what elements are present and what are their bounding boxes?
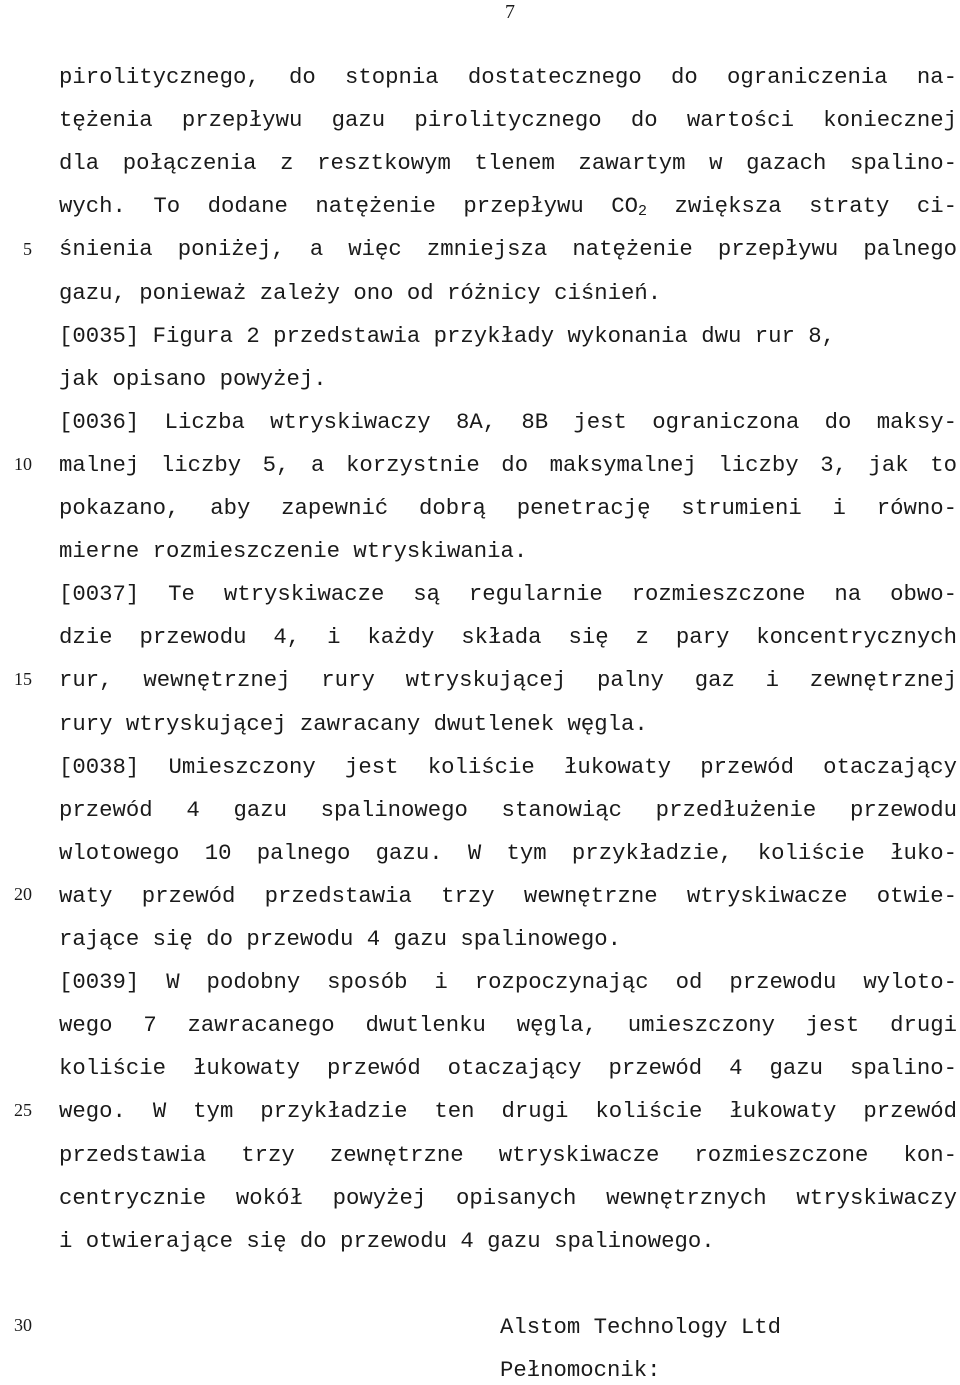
text-line: wego. W tym przykładzie ten drugi koliście łukowaty przewód <box>59 1098 957 1125</box>
text-line: śnienia poniżej, a więc zmniejsza natężenie przepływu palnego <box>59 236 957 263</box>
text-line: jak opisano powyżej. <box>59 365 327 392</box>
text-line: i otwierające się do przewodu 4 gazu spalinowego. <box>59 1227 715 1254</box>
line-number: 10 <box>14 454 32 474</box>
text-line: pirolitycznego, do stopnia dostatecznego do ograniczenia na- <box>59 64 957 90</box>
line-number: 30 <box>14 1315 32 1335</box>
text-line: przedstawia trzy zewnętrzne wtryskiwacze rozmieszczone kon- <box>59 1141 957 1168</box>
line-number: 25 <box>14 1100 32 1120</box>
line-number: 5 <box>23 239 32 259</box>
text-segment: wych. To dodane natężenie przepływu CO <box>59 193 639 220</box>
text-line <box>59 191 957 221</box>
text-line: malnej liczby 5, a korzystnie do maksymalnej liczby 3, jak to <box>59 451 957 478</box>
text-line: centrycznie wokół powyżej opisanych wewnętrznych wtryskiwaczy <box>59 1184 957 1211</box>
text-line: przewód 4 gazu spalinowego stanowiąc przedłużenie przewodu <box>59 796 957 823</box>
text-line: [0039] W podobny sposób i rozpoczynając od przewodu wyloto- <box>59 969 957 996</box>
text-line: dla połączenia z resztkowym tlenem zawartym w gazach spalino- <box>59 150 957 177</box>
text-line: wego 7 zawracanego dwutlenku węgla, umieszczony jest drugi <box>59 1012 957 1039</box>
text-line: pokazano, aby zapewnić dobrą penetrację strumieni i równo- <box>59 495 957 521</box>
text-line: rające się do przewodu 4 gazu spalinowego. <box>59 926 621 952</box>
text-line: rur, wewnętrznej rury wtryskującej palny gaz i zewnętrznej <box>59 667 957 694</box>
text-line: [0036] Liczba wtryskiwaczy 8A, 8B jest ograniczona do maksy- <box>59 408 957 435</box>
text-line: [0037] Te wtryskiwacze są regularnie rozmieszczone na obwo- <box>59 581 957 608</box>
text-line: wlotowego 10 palnego gazu. W tym przykładzie, koliście łuko- <box>59 839 957 866</box>
text-segment: zwiększa straty ci- <box>647 193 957 220</box>
text-line: gazu, ponieważ zależy ono od różnicy ciśnień. <box>59 279 662 306</box>
text-line: mierne rozmieszczenie wtryskiwania. <box>59 538 528 565</box>
line-number: 15 <box>14 669 32 689</box>
signature-company: Alstom Technology Ltd <box>500 1314 781 1340</box>
text-line: [0038] Umieszczony jest koliście łukowaty przewód otaczający <box>59 753 957 780</box>
page-number: 7 <box>505 1 515 23</box>
text-line: dzie przewodu 4, i każdy składa się z pary koncentrycznych <box>59 624 957 651</box>
text-line: rury wtryskującej zawracany dwutlenek węgla. <box>59 710 648 737</box>
text-line: koliście łukowaty przewód otaczający przewód 4 gazu spalino- <box>59 1055 957 1082</box>
text-line: tężenia przepływu gazu pirolitycznego do wartości koniecznej <box>59 107 957 134</box>
text-line: waty przewód przedstawia trzy wewnętrzne wtryskiwacze otwie- <box>59 882 957 909</box>
text-line: [0035] Figura 2 przedstawia przykłady wykonania dwu rur 8, <box>59 322 836 349</box>
line-number: 20 <box>14 884 32 904</box>
signature-role: Pełnomocnik: <box>500 1357 661 1383</box>
subscript: 2 <box>638 203 648 221</box>
